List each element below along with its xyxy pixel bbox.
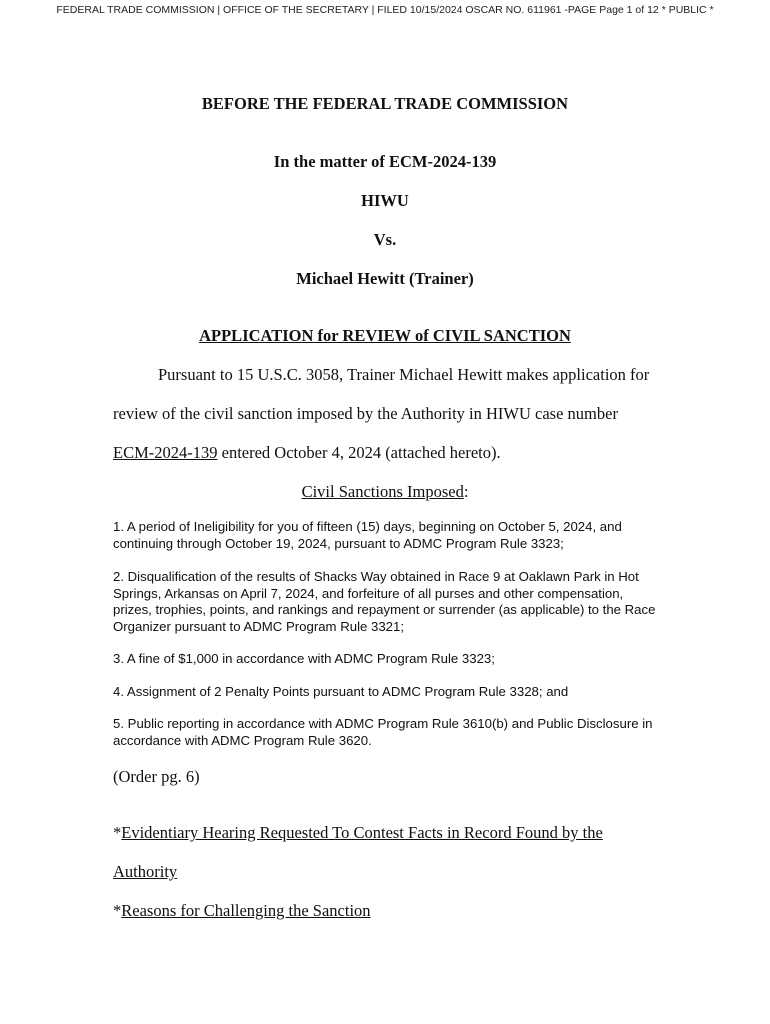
reasons-line: [113, 901, 371, 921]
intro-line-3-rest: entered October 4, 2024 (attached hereto).: [217, 443, 501, 462]
sanction-item-4: 4. Assignment of 2 Penalty Points pursuant to ADMC Program Rule 3328; and: [113, 684, 569, 699]
party-respondent: Michael Hewitt (Trainer): [296, 269, 474, 288]
intro-line-1: Pursuant to 15 U.S.C. 3058, Trainer Michael Hewitt makes application for: [158, 365, 650, 384]
party-hiwu: HIWU: [361, 191, 409, 210]
forum-title: BEFORE THE FEDERAL TRADE COMMISSION: [201, 94, 569, 113]
reasons-text: Reasons for Challenging the Sanction: [121, 901, 371, 920]
sanctions-heading: [0, 482, 770, 502]
sanctions-heading-text: Civil Sanctions Imposed: [301, 482, 464, 501]
application-heading: APPLICATION for REVIEW of CIVIL SANCTION: [199, 326, 571, 345]
hearing-request-line-1: [113, 823, 603, 843]
sanction-item-1: 1. A period of Ineligibility for you of fifteen (15) days, beginning on October 5, 2024, and continuing through October 19, 2024, pursuant to ADMC Program Rule 3323;: [113, 519, 622, 551]
intro-line-2: review of the civil sanction imposed by the Authority in HIWU case number: [113, 404, 618, 423]
matter-line: In the matter of ECM-2024-139: [273, 152, 497, 171]
reasons-asterisk: *: [113, 901, 122, 920]
hearing-request-text: Evidentiary Hearing Requested To Contest Facts in Record Found by the: [121, 823, 603, 842]
case-number-link[interactable]: ECM-2024-139: [113, 443, 218, 462]
intro-line-3: [113, 443, 501, 463]
sanctions-heading-colon: :: [463, 482, 469, 501]
hearing-asterisk: *: [113, 823, 122, 842]
versus: Vs.: [373, 230, 397, 249]
sanction-item-2: 2. Disqualification of the results of Shacks Way obtained in Race 9 at Oaklawn Park in Hot Springs, Arkansas on April 7, 2024, and forfeiture of all purses and other compensation, prizes, trophies, points, and rankings and repayment or surrender (as applicable) to the Race Organizer pursuant to ADMC Program Rule 3321;: [113, 569, 656, 634]
hearing-request-line-2: Authority: [113, 862, 178, 881]
order-reference: (Order pg. 6): [113, 767, 200, 786]
sanction-item-5: 5. Public reporting in accordance with ADMC Program Rule 3610(b) and Public Disclosure in accordance with ADMC Program Rule 3620.: [113, 716, 653, 748]
filing-header: FEDERAL TRADE COMMISSION | OFFICE OF THE SECRETARY | FILED 10/15/2024 OSCAR NO. 611961 -PAGE Page 1 of 12 * PUBLIC *: [56, 4, 714, 16]
sanction-item-3: 3. A fine of $1,000 in accordance with ADMC Program Rule 3323;: [113, 651, 495, 666]
